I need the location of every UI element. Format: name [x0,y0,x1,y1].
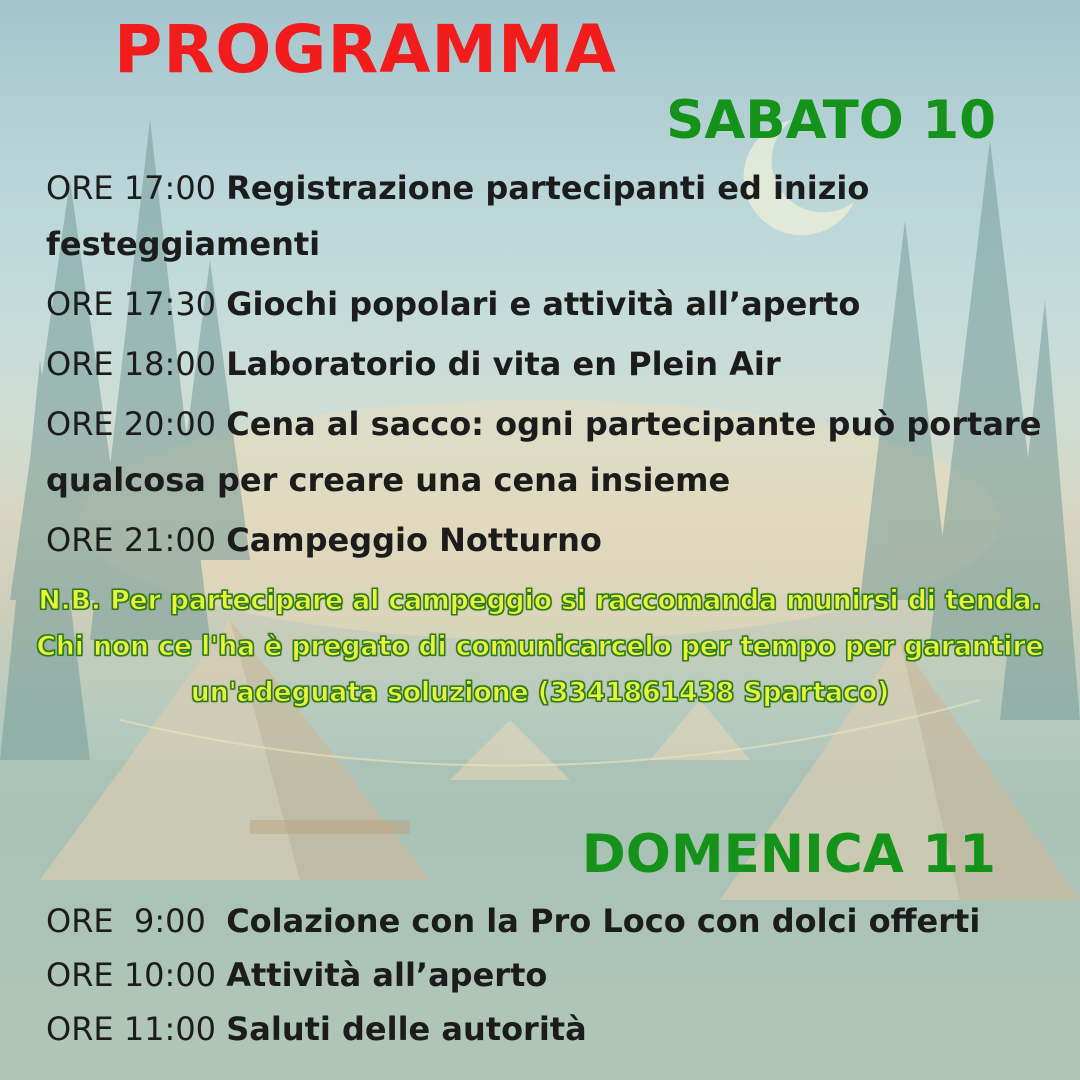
schedule-activity: Laboratorio di vita en Plein Air [226,345,781,383]
schedule-item [46,948,1056,1002]
schedule-item [46,336,1056,392]
schedule-time: ORE 10:00 [46,956,217,994]
schedule-time: ORE 9:00 [46,902,217,940]
program-title: PROGRAMMA [114,11,617,88]
schedule-time: ORE 20:00 [46,405,217,443]
schedule-activity: Saluti delle autorità [226,1010,587,1048]
schedule-item [46,894,1056,948]
schedule-time: ORE 21:00 [46,521,217,559]
schedule-item [46,160,1056,272]
schedule-time: ORE 18:00 [46,345,217,383]
schedule-time: ORE 17:00 [46,169,217,207]
schedule-item [46,512,1056,568]
sunday-schedule [46,894,1056,1056]
saturday-schedule [46,160,1056,572]
schedule-time: ORE 17:30 [46,285,217,323]
schedule-item [46,1002,1056,1056]
schedule-item [46,276,1056,332]
schedule-activity: Cena al sacco: ogni partecipante può portare qualcosa per creare una cena insieme [46,405,1042,499]
schedule-activity: Registrazione partecipanti ed inizio festeggiamenti [46,169,870,263]
sunday-heading: DOMENICA 11 [581,824,996,885]
schedule-time: ORE 11:00 [46,1010,217,1048]
schedule-activity: Campeggio Notturno [226,521,602,559]
saturday-heading: SABATO 10 [666,90,996,151]
schedule-activity: Attività all’aperto [226,956,548,994]
schedule-activity: Colazione con la Pro Loco con dolci offerti [226,902,981,940]
camping-note: N.B. Per partecipare al campeggio si raccomanda munirsi di tenda. Chi non ce l'ha è pregato di comunicarcelo per tempo per garantire un'adeguata soluzione (3341861438 Spartaco) [36,585,1044,708]
schedule-item [46,396,1056,508]
schedule-activity: Giochi popolari e attività all’aperto [226,285,861,323]
